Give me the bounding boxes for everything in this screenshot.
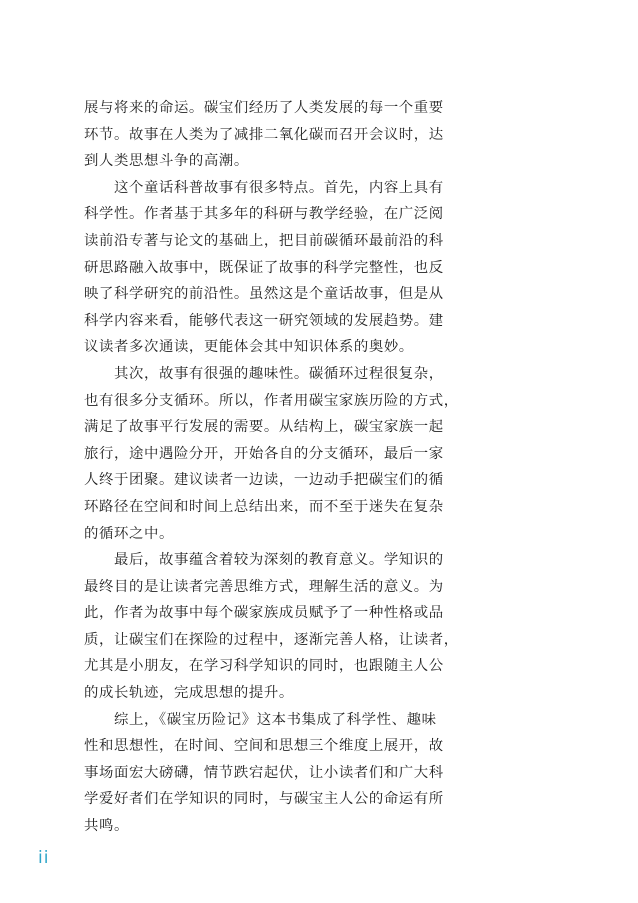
text-line: 事场面宏大磅礴，情节跌宕起伏，让小读者们和广大科	[84, 764, 444, 781]
text-line: 的成长轨迹，完成思想的提升。	[84, 685, 294, 702]
text-line: 最后，故事蕴含着较为深刻的教育意义。学知识的	[84, 552, 444, 569]
text-line: 旅行，途中遇险分开，开始各自的分支循环，最后一家	[84, 445, 444, 462]
text-line: 其次，故事有很强的趣味性。碳循环过程很复杂，	[84, 365, 444, 382]
text-line: 学爱好者们在学知识的同时，与碳宝主人公的命运有所	[84, 791, 444, 808]
text-line: 质，让碳宝们在探险的过程中，逐渐完善人格，让读者，	[84, 631, 459, 648]
text-line: 议读者多次通读，更能体会其中知识体系的奥妙。	[84, 339, 414, 356]
text-line: 的循环之中。	[84, 525, 174, 542]
text-line: 读前沿专著与论文的基础上，把目前碳循环最前沿的科	[84, 232, 444, 249]
text-line: 共鸣。	[84, 818, 129, 835]
text-line: 这个童话科普故事有很多特点。首先，内容上具有	[84, 179, 444, 196]
text-line: 尤其是小朋友，在学习科学知识的同时，也跟随主人公	[84, 658, 444, 675]
page-number: ii	[38, 848, 50, 868]
body-text	[84, 95, 558, 840]
text-line: 映了科学研究的前沿性。虽然这是个童话故事，但是从	[84, 286, 444, 303]
text-line: 科学内容来看，能够代表这一研究领域的发展趋势。建	[84, 312, 444, 329]
text-line: 综上，《碳宝历险记》这本书集成了科学性、趣味	[84, 711, 437, 728]
text-line: 环节。故事在人类为了减排二氧化碳而召开会议时，达	[84, 126, 444, 143]
text-line: 人终于团聚。建议读者一边读，一边动手把碳宝们的循	[84, 472, 444, 489]
text-line: 到人类思想斗争的高潮。	[84, 153, 249, 170]
text-line: 此，作者为故事中每个碳家族成员赋予了一种性格或品	[84, 605, 444, 622]
text-line: 满足了故事平行发展的需要。从结构上，碳宝家族一起	[84, 419, 444, 436]
text-line: 性和思想性，在时间、空间和思想三个维度上展开，故	[84, 738, 444, 755]
text-line: 研思路融入故事中，既保证了故事的科学完整性，也反	[84, 259, 444, 276]
text-line: 展与将来的命运。碳宝们经历了人类发展的每一个重要	[84, 100, 444, 116]
text-line: 也有很多分支循环。所以，作者用碳宝家族历险的方式，	[84, 392, 459, 409]
text-line: 科学性。作者基于其多年的科研与教学经验，在广泛阅	[84, 206, 444, 223]
text-line: 环路径在空间和时间上总结出来，而不至于迷失在复杂	[84, 498, 444, 515]
text-line: 最终目的是让读者完善思维方式，理解生活的意义。为	[84, 578, 444, 595]
